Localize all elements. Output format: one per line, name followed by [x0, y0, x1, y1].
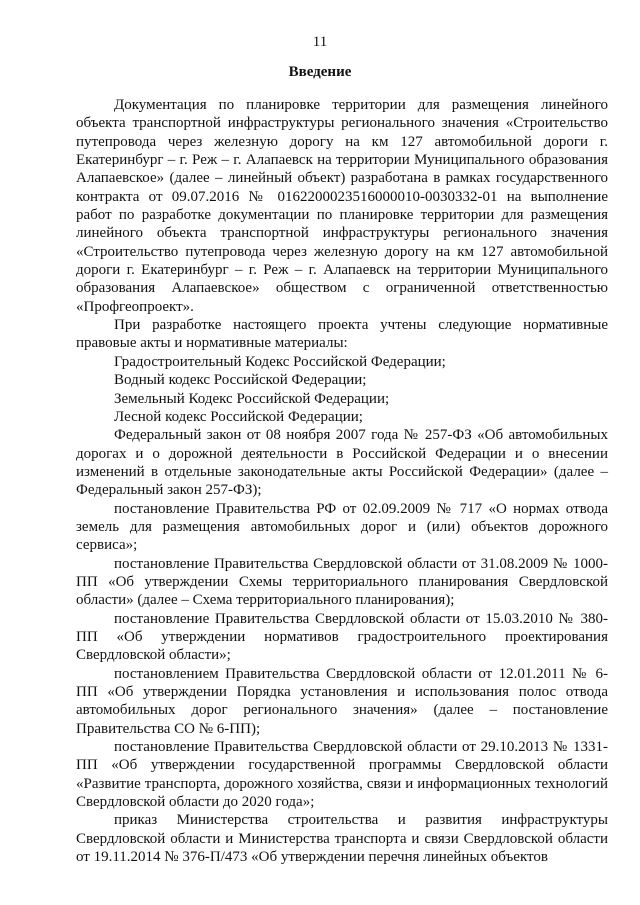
paragraph-intro: Документация по планировке территории для размещения линейного объекта транспортной инфраструктуры регионального значения «Строительство путепровода через железную дорогу на км 127 автомобильной дороги г. Екатеринбург – г. Реж – г. Алапаевск на территории Муниципального образования Алапаевское» (далее – линейный объект) разработана в рамках государственного контракта от 09.07.2016 № 0162200023516000010-0030332-01 на выполнение работ по разработке документации по планировке территории для размещения линейного объекта транспортной инфраструктуры регионального значения «Строительство путепровода через железную дорогу на км 127 автомобильной дороги г. Екатеринбург – г. Реж – г. Алапаевск на территории Муниципального образования Алапаевское» обществом с ограниченной ответственностью «Профгеопроект». — [76, 97, 608, 315]
list-item: постановление Правительства Свердловской области от 15.03.2010 № 380-ПП «Об утверждении нормативов градостроительного проектирования Свердловской области»; — [76, 610, 608, 664]
list-item: Лесной кодекс Российской Федерации; — [114, 408, 363, 425]
list-item: Земельный Кодекс Российской Федерации; — [114, 390, 390, 407]
list-item: постановление Правительства РФ от 02.09.2009 № 717 «О нормах отвода земель для размещения автомобильных дорог и (или) объектов дорожного сервиса»; — [76, 500, 608, 554]
list-item: постановление Правительства Свердловской области от 31.08.2009 № 1000-ПП «Об утверждении Схемы территориального планирования Свердловской области» (далее – Схема территориального планирования); — [76, 555, 608, 609]
list-item: Федеральный закон от 08 ноября 2007 года № 257-ФЗ «Об автомобильных дорогах и о дорожной деятельности в Российской Федерации и о внесении изменений в отдельные законодательные акты Российской Федерации» (далее – Федеральный закон 257-ФЗ); — [76, 427, 608, 499]
list-item: постановлением Правительства Свердловской области от 12.01.2011 № 6-ПП «Об утверждении Порядка установления и использования полос отвода автомобильных дорог регионального значения» (далее – постановление Правительства СО № 6-ПП); — [76, 665, 608, 737]
list-item: Водный кодекс Российской Федерации; — [114, 372, 367, 389]
paragraph-regulations-intro: При разработке настоящего проекта учтены следующие нормативные правовые акты и нормативные материалы: — [76, 317, 608, 352]
list-item: приказ Министерства строительства и развития инфраструктуры Свердловской области и Министерства транспорта и связи Свердловской области от 19.11.2014 № 376-П/473 «Об утверждении перечня линейных объектов — [76, 812, 608, 866]
section-heading: Введение — [288, 64, 352, 80]
page-number: 11 — [312, 34, 328, 50]
document-body — [76, 96, 608, 866]
list-item: Градостроительный Кодекс Российской Федерации; — [114, 353, 446, 370]
list-item: постановление Правительства Свердловской области от 29.10.2013 № 1331-ПП «Об утверждении государственной программы Свердловской области «Развитие транспорта, дорожного хозяйства, связи и информационных технологий Свердловской области до 2020 года»; — [76, 739, 608, 811]
